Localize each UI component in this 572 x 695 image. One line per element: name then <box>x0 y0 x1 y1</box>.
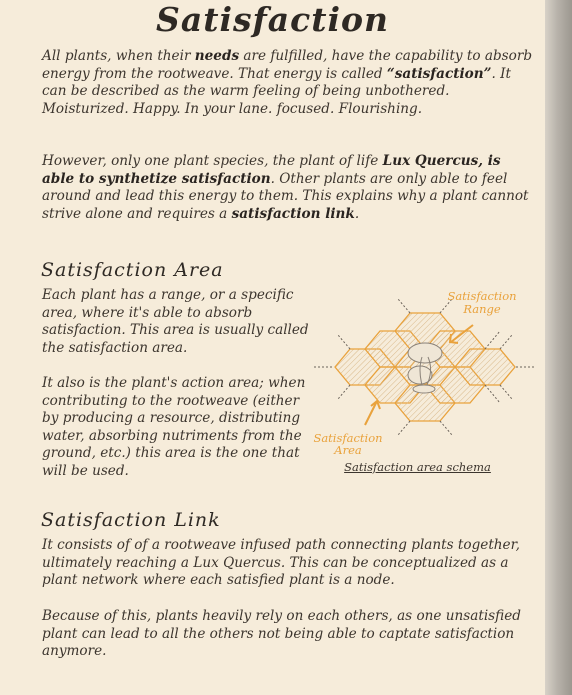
area-label: Satisfaction <box>313 431 383 445</box>
satisfaction-term: “satisfaction” <box>386 65 492 82</box>
satisfaction-link-heading: Satisfaction Link <box>41 509 221 531</box>
needs-emphasis: needs <box>194 48 240 64</box>
area-label-line-2: Area <box>334 443 362 457</box>
range-label: Satisfaction <box>447 289 517 303</box>
intro-paragraph: All plants, when their needs are fulfilled, have the capability to absorb energy from the rootweave. That energy is called “satisfaction”. It can be described as the warm feeling of being unbothered. Moisturized. Happy. In your lane. focused. Flourishing. <box>42 48 533 117</box>
page-edge-shadow <box>545 0 572 695</box>
area-arrow <box>365 401 380 425</box>
link-paragraph-1: It consists of of a rootweave infused path connecting plants together, ultimately reaching a Lux Quercus. This can be conceptualized as a plant network where each satisfied plant is a node. <box>42 537 520 588</box>
range-label-line-2: Range <box>463 302 501 316</box>
area-paragraph-1: Each plant has a range, or a specific area, where it's able to absorb satisfaction. This area is usually called the satisfaction area. <box>42 287 309 356</box>
lux-quercus-emphasis: Lux Quercus, is able to synthetize satisfaction <box>42 153 501 187</box>
satisfaction-area-schema <box>310 285 542 457</box>
schema-caption: Satisfaction area schema <box>344 460 491 474</box>
satisfaction-link-term: satisfaction link <box>231 205 355 222</box>
area-paragraph-2: It also is the plant's action area; when contributing to the rootweave (either by producing a resource, distributing water, absorbing nutriments from the ground, etc.) this area is the one that will be used. <box>42 375 306 479</box>
page-title: Satisfaction <box>155 0 390 39</box>
lux-quercus-paragraph: However, only one plant species, the plant of life Lux Quercus, is able to synthetize satisfaction. Other plants are only able to feel around and lead this energy to them. This explains why a plant cannot strive alone and requires a satisfaction link. <box>42 153 529 222</box>
link-paragraph-2: Because of this, plants heavily rely on each others, as one unsatisfied plant can lead to all the others not being able to captate satisfaction anymore. <box>42 608 521 659</box>
satisfaction-area-heading: Satisfaction Area <box>41 259 224 281</box>
